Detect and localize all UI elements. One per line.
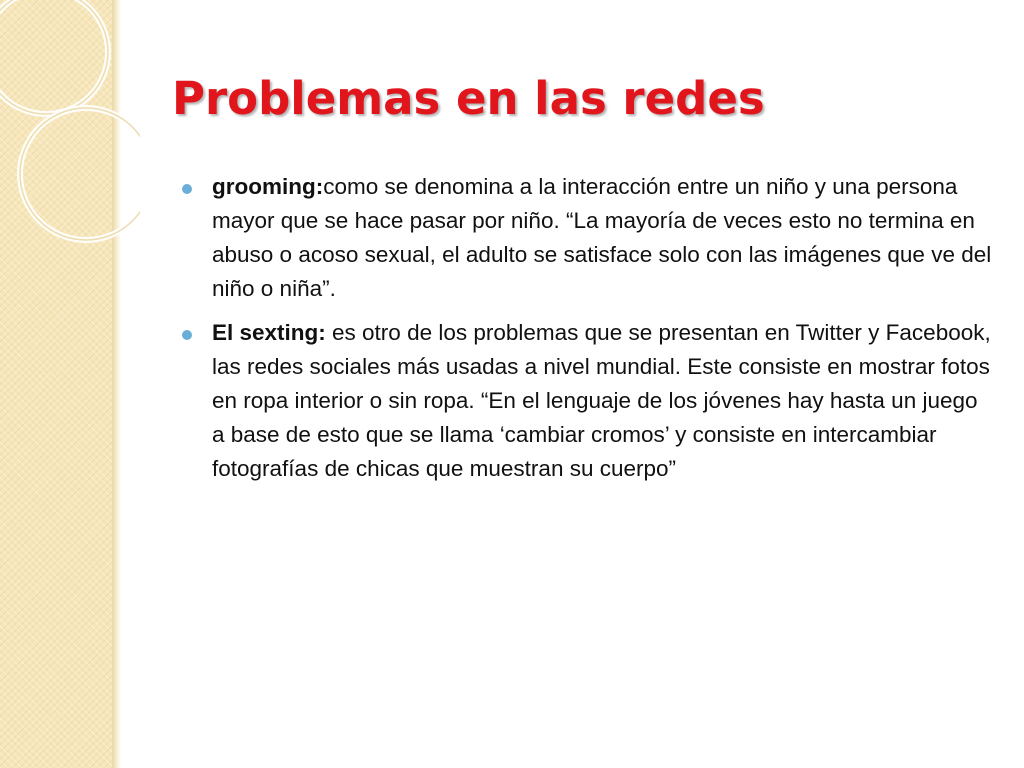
bullet-list: [178, 170, 996, 496]
bullet-dot-icon: [182, 330, 192, 340]
decorative-rings: [0, 0, 140, 280]
bullet-term: El sexting:: [212, 320, 326, 345]
bullet-text: como se denomina a la interacción entre un niño y una persona mayor que se hace pasar por niño. “La mayoría de veces esto no termina en abuso o acoso sexual, el adulto se satisface solo con las imágenes que ve del niño o niña”.: [212, 174, 992, 301]
bullet-item-grooming: [178, 170, 996, 306]
bullet-text: es otro de los problemas que se presentan en Twitter y Facebook, las redes sociales más usadas a nivel mundial. Este consiste en mostrar fotos en ropa interior o sin ropa. “En el lenguaje de los jóvenes hay hasta un juego a base de esto que se llama ‘cambiar cromos’ y consiste en intercambiar fotografías de chicas que muestran su cuerpo”: [212, 320, 991, 481]
bullet-dot-icon: [182, 184, 192, 194]
bullet-term: grooming:: [212, 174, 324, 199]
slide-title: Problemas en las redes: [172, 72, 765, 125]
bullet-item-sexting: [178, 316, 996, 486]
